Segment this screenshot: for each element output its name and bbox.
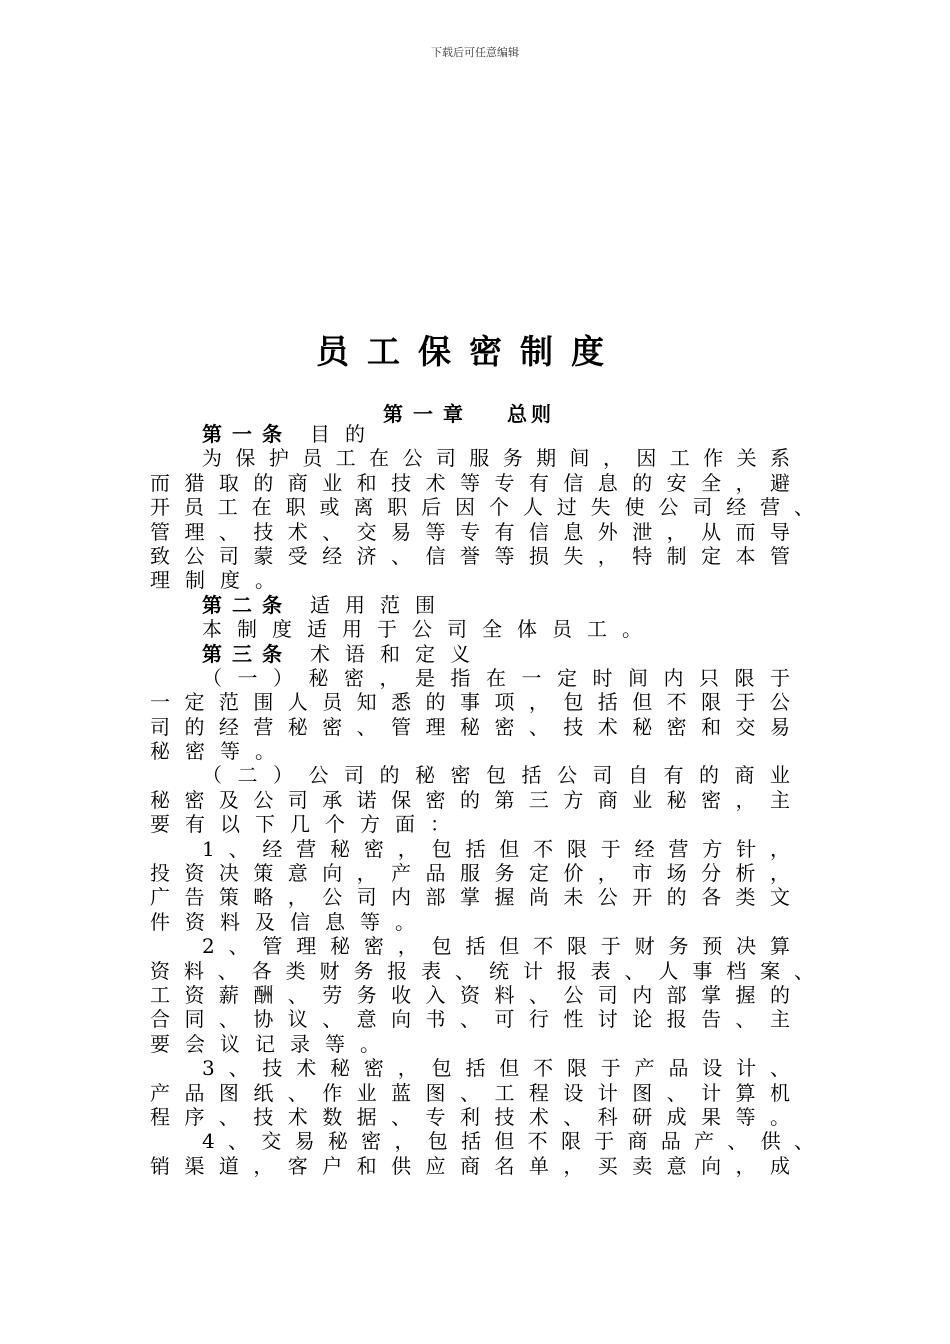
paragraph-line: 致公司蒙受经济、信誉等损失，特制定本管 [150, 543, 790, 568]
paragraph-line: 程序、技术数据、专利技术、科研成果等。 [150, 1104, 790, 1129]
paragraph-line: 为保护员工在公司服务期间，因工作关系 [202, 446, 790, 471]
paragraph-line: 理制度。 [150, 568, 290, 593]
paragraph-line: 要有以下几个方面： [150, 812, 465, 837]
article-heading [150, 642, 790, 666]
paragraph-line: 司的经营秘密、管理秘密、技术秘密和交易 [150, 714, 790, 739]
paragraph-line: （二）公司的秘密包括公司自有的商业 [202, 763, 790, 788]
chapter-number: 第一章 [383, 402, 473, 426]
paragraph-line: 一定范围人员知悉的事项，包括但不限于公 [150, 690, 790, 715]
document-title: 员工保密制度 [316, 332, 622, 371]
paragraph-line: 2、管理秘密，包括但不限于财务预决算 [202, 934, 790, 959]
paragraph-line: 件资料及信息等。 [150, 909, 430, 934]
article-heading [150, 422, 790, 446]
paragraph-line: 秘密及公司承诺保密的第三方商业秘密，主 [150, 787, 790, 812]
article-title: 术语和定义 [310, 641, 485, 666]
article-label: 第三条 [202, 641, 292, 666]
document-body [150, 422, 814, 1178]
article-title: 适用范围 [310, 592, 450, 617]
header-note: 下载后可任意编辑 [431, 46, 519, 59]
chapter-name: 总则 [507, 402, 555, 426]
paragraph-line: 管理、技术、交易等专有信息外泄，从而导 [150, 519, 790, 544]
paragraph-line: （一）秘密，是指在一定时间内只限于 [202, 665, 790, 690]
paragraph-line: 广告策略，公司内部掌握尚未公开的各类文 [150, 885, 790, 910]
paragraph-line: 投资决策意向，产品服务定价，市场分析， [150, 861, 790, 886]
paragraph-line: 本制度适用于公司全体员工。 [202, 617, 657, 642]
paragraph-line: 3、技术秘密，包括但不限于产品设计、 [202, 1056, 790, 1081]
paragraph-line: 而猎取的商业和技术等专有信息的安全，避 [150, 470, 790, 495]
article-label: 第一条 [202, 422, 292, 446]
paragraph-line: 资料、各类财务报表、统计报表、人事档案、 [150, 958, 814, 983]
paragraph-line: 开员工在职或离职后因个人过失使公司经营、 [150, 495, 814, 520]
paragraph-line: 1、经营秘密，包括但不限于经营方针， [202, 836, 790, 861]
paragraph-line: 工资薪酬、劳务收入资料、公司内部掌握的 [150, 982, 790, 1007]
paragraph-line: 销渠道，客户和供应商名单，买卖意向，成 [150, 1153, 790, 1178]
article-label: 第二条 [202, 592, 292, 617]
paragraph-line: 要会议记录等。 [150, 1031, 395, 1056]
article-title: 目的 [310, 422, 380, 446]
paragraph-line: 合同、协议、意向书、可行性讨论报告、主 [150, 1007, 790, 1032]
paragraph-line: 产品图纸、作业蓝图、工程设计图、计算机 [150, 1080, 790, 1105]
paragraph-line: 秘密等。 [150, 739, 290, 764]
paragraph-line: 4、交易秘密，包括但不限于商品产、供、 [202, 1129, 814, 1154]
article-heading [150, 593, 790, 617]
